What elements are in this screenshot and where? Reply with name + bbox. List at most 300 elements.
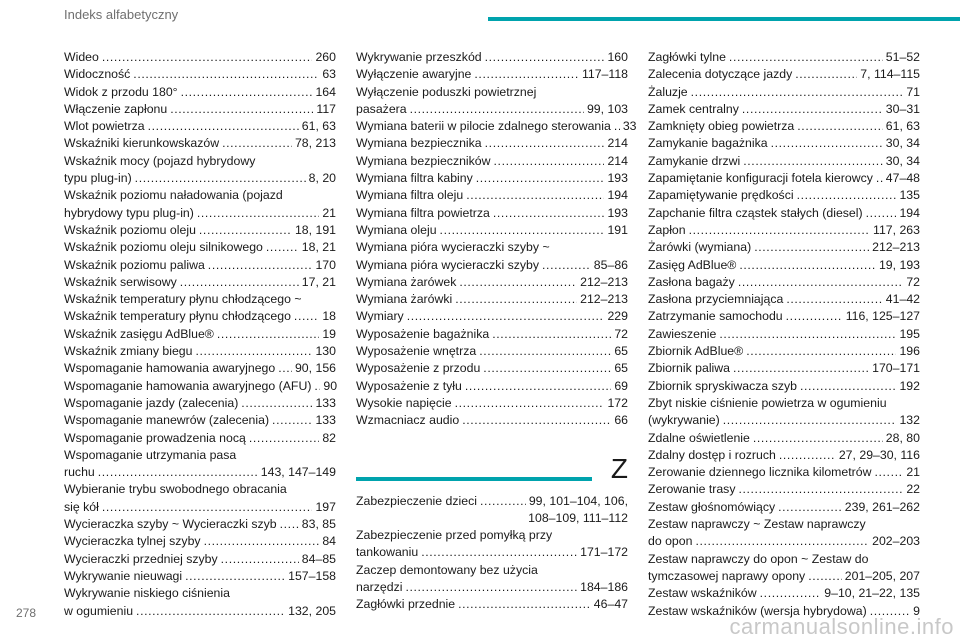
index-entry <box>648 326 920 343</box>
entry-line <box>356 308 628 325</box>
entry-pages: 72 <box>614 326 628 341</box>
index-entry <box>648 343 920 360</box>
dot-leader <box>148 118 299 135</box>
entry-pages: 193 <box>607 205 628 220</box>
dot-leader <box>440 222 605 239</box>
index-entry <box>64 533 336 550</box>
entry-pages: 239, 261–262 <box>844 499 920 514</box>
entry-line <box>648 378 920 395</box>
entry-line <box>356 544 628 561</box>
index-entry <box>356 326 628 343</box>
entry-term: Wymiana żarówki <box>356 292 453 307</box>
dot-leader <box>866 205 897 222</box>
entry-pages: 117–118 <box>581 67 628 82</box>
entry-line <box>64 205 336 222</box>
dot-leader <box>199 222 292 239</box>
entry-pages: 260 <box>315 50 336 64</box>
entry-term: Zamykanie bagażnika <box>648 136 768 151</box>
index-entry <box>356 596 628 613</box>
entry-term: Widok z przodu 180° <box>64 84 178 99</box>
entry-pages: 63 <box>322 67 336 82</box>
entry-pages: 160 <box>607 50 628 64</box>
entry-line <box>356 326 628 343</box>
index-entry <box>356 170 628 187</box>
entry-term: Widoczność <box>64 67 131 82</box>
index-entry <box>64 395 336 412</box>
dot-leader <box>485 135 605 152</box>
entry-line <box>356 291 628 308</box>
dot-leader <box>241 395 312 412</box>
entry-line <box>648 101 920 118</box>
entry-term: tankowaniu <box>356 545 419 560</box>
entry-pages: 202–203 <box>872 534 920 549</box>
entry-line <box>64 430 336 447</box>
entry-term: Wskaźniki kierunkowskazów <box>64 136 220 151</box>
entry-term: Wymiana oleju <box>356 222 437 237</box>
index-entry <box>64 326 336 343</box>
entry-term: Wspomaganie manewrów (zalecenia) <box>64 413 270 428</box>
dot-leader <box>102 499 313 516</box>
index-entry <box>64 585 336 620</box>
dot-leader <box>204 533 320 550</box>
entry-line <box>64 395 336 412</box>
entry-term: Wymiana pióra wycieraczki szyby <box>356 257 540 272</box>
dot-leader <box>753 430 883 447</box>
index-entry <box>648 257 920 274</box>
index-entry <box>64 84 336 101</box>
entry-pages: 157–158 <box>288 568 336 583</box>
entry-pages: 41–42 <box>885 292 920 307</box>
entry-pages: 172 <box>607 395 628 410</box>
entry-term: Wymiana pióra wycieraczki szyby ~ <box>356 240 550 255</box>
dot-leader <box>743 153 883 170</box>
entry-term: Zestaw głośnomówiący <box>648 499 776 514</box>
entry-term: tymczasowej naprawy opony <box>648 568 806 583</box>
entry-term: Wspomaganie jazdy (zalecenia) <box>64 395 239 410</box>
index-entry <box>356 395 628 412</box>
entry-line <box>356 360 628 377</box>
entry-pages: 143, 147–149 <box>260 465 336 480</box>
index-entry <box>356 84 628 119</box>
index-entry <box>64 412 336 429</box>
index-entry <box>64 551 336 568</box>
index-entry <box>356 360 628 377</box>
entry-term: Wyłączenie poduszki powietrznej <box>356 84 537 99</box>
entry-term: Zatrzymanie samochodu <box>648 309 783 324</box>
dot-leader <box>458 596 591 613</box>
index-entry <box>648 551 920 586</box>
entry-line <box>648 464 920 481</box>
entry-pages: 212–213 <box>580 292 628 307</box>
entry-pages: 164 <box>315 84 336 99</box>
dot-leader <box>614 118 620 135</box>
entry-term: Wybieranie trybu swobodnego obracania <box>64 482 287 497</box>
entry-line <box>64 49 336 66</box>
index-entry <box>648 222 920 239</box>
dot-leader <box>221 551 299 568</box>
entry-term: Zabezpieczenie przed pomyłką przy <box>356 528 553 543</box>
entry-pages: 21 <box>322 205 336 220</box>
dot-leader <box>222 135 292 152</box>
entry-line <box>648 430 920 447</box>
index-entry <box>648 291 920 308</box>
section-rule <box>356 477 592 481</box>
index-entry <box>64 430 336 447</box>
entry-term: Zasłona bagaży <box>648 274 735 289</box>
entry-pages: 46–47 <box>593 597 628 612</box>
entry-term: Wspomaganie prowadzenia nocą <box>64 430 246 445</box>
entry-pages: 27, 29–30, 116 <box>838 447 920 462</box>
entry-pages: 7, 114–115 <box>860 67 920 82</box>
entry-line <box>648 170 920 187</box>
entry-term: Wskaźnik poziomu oleju silnikowego <box>64 240 263 255</box>
dot-leader <box>492 326 611 343</box>
dot-leader <box>760 585 822 602</box>
entry-pages: 99, 103 <box>586 101 628 116</box>
entry-term: do opon <box>648 534 693 549</box>
entry-pages: 30, 34 <box>885 136 920 151</box>
entry-term: Zestaw wskaźników <box>648 586 757 601</box>
index-entry <box>64 516 336 533</box>
index-entry <box>356 291 628 308</box>
entry-line <box>356 579 628 596</box>
entry-term: Wspomaganie hamowania awaryjnego (AFU) <box>64 378 312 393</box>
entry-term: Zasłona przyciemniająca <box>648 292 784 307</box>
index-entry <box>356 343 628 360</box>
entry-pages: 135 <box>899 188 920 203</box>
dot-leader <box>280 516 299 533</box>
index-entry <box>356 274 628 291</box>
entry-pages: 212–213 <box>872 240 920 255</box>
section-letter: Z <box>610 452 628 484</box>
index-entry <box>64 481 336 516</box>
entry-line <box>648 360 920 377</box>
index-entry <box>356 49 628 66</box>
entry-line <box>64 499 336 516</box>
entry-line <box>648 66 920 83</box>
entry-pages: 130 <box>315 344 336 359</box>
dot-leader <box>739 257 876 274</box>
entry-pages: 51–52 <box>885 50 920 64</box>
entry-pages: 197 <box>315 499 336 514</box>
entry-line <box>64 378 336 395</box>
dot-leader <box>797 187 897 204</box>
entry-pages: 214 <box>607 153 628 168</box>
entry-pages: 192 <box>899 378 920 393</box>
index-entry <box>356 527 628 562</box>
dot-leader <box>474 66 579 83</box>
entry-line <box>648 239 920 256</box>
index-entry <box>64 118 336 135</box>
dot-leader <box>407 308 605 325</box>
entry-pages: 65 <box>614 361 628 376</box>
entry-term: Wyposażenie z tyłu <box>356 378 462 393</box>
entry-term: Zapchanie filtra cząstek stałych (diesel) <box>648 205 863 220</box>
entry-line <box>648 222 920 239</box>
entry-line <box>356 222 628 239</box>
header-accent-bar <box>488 17 960 21</box>
entry-term: Wykrywanie niskiego ciśnienia <box>64 586 230 601</box>
entry-line <box>648 412 920 429</box>
dot-leader <box>754 239 869 256</box>
index-entry <box>648 378 920 395</box>
entry-line <box>64 135 336 152</box>
entry-pages: 22 <box>906 482 920 497</box>
entry-term: Zapamiętywanie prędkości <box>648 188 794 203</box>
entry-term: Wskaźnik mocy (pojazd hybrydowy <box>64 153 256 168</box>
index-column-2 <box>356 49 637 614</box>
entry-pages: 90, 156 <box>294 361 336 376</box>
entry-pages: 28, 80 <box>885 430 920 445</box>
dot-leader <box>278 360 292 377</box>
entry-pages: 19 <box>322 326 336 341</box>
entry-term: Wskaźnik zmiany biegu <box>64 344 193 359</box>
entry-pages: 212–213 <box>580 274 628 289</box>
index-entry <box>648 360 920 377</box>
entry-pages: 90 <box>323 378 338 393</box>
entry-pages: 66 <box>614 413 628 428</box>
entry-line <box>64 257 336 274</box>
dot-leader <box>466 187 604 204</box>
entry-pages: 194 <box>899 205 920 220</box>
entry-line <box>356 343 628 360</box>
index-entry <box>648 481 920 498</box>
entry-line <box>356 596 628 613</box>
entry-pages: 21 <box>906 465 920 480</box>
entry-pages: 61, 63 <box>885 119 920 134</box>
entry-line <box>648 257 920 274</box>
dot-leader <box>421 544 577 561</box>
entry-pages: 84–85 <box>301 551 336 566</box>
entry-pages: 82 <box>322 430 336 445</box>
entry-term: Wskaźnik temperatury płynu chłodzącego <box>64 309 291 324</box>
dot-leader <box>485 49 605 66</box>
index-entry <box>648 585 920 602</box>
entry-term: typu plug-in) <box>64 171 132 186</box>
entry-line <box>64 274 336 291</box>
entry-line <box>64 118 336 135</box>
dot-leader <box>691 84 904 101</box>
index-entry <box>648 170 920 187</box>
index-entry <box>648 308 920 325</box>
entry-line <box>356 101 628 118</box>
entry-term: Wykrywanie nieuwagi <box>64 568 183 583</box>
entry-pages: 133 <box>315 395 336 410</box>
dot-leader <box>493 205 605 222</box>
index-entry <box>648 274 920 291</box>
index-entry <box>648 516 920 551</box>
entry-term: Wzmacniacz audio <box>356 413 460 428</box>
dot-leader <box>723 412 897 429</box>
entry-term: Wymiana filtra powietrza <box>356 205 490 220</box>
entry-pages: 85–86 <box>593 257 628 272</box>
index-entry <box>64 135 336 152</box>
entry-term: Zbiornik AdBlue® <box>648 344 744 359</box>
dot-leader <box>771 135 883 152</box>
index-entry <box>356 205 628 222</box>
entry-term: Wskaźnik poziomu naładowania (pojazd <box>64 188 283 203</box>
entry-pages: 9–10, 21–22, 135 <box>824 586 920 601</box>
dot-leader <box>876 170 883 187</box>
index-entry <box>648 447 920 464</box>
entry-term: Wymiana filtra kabiny <box>356 171 473 186</box>
entry-term: Zestaw naprawczy ~ Zestaw naprawczy <box>648 517 866 532</box>
entry-line <box>356 187 628 204</box>
entry-line <box>64 66 336 83</box>
entry-line <box>648 481 920 498</box>
entry-term: Wskaźnik zasięgu AdBlue® <box>64 326 214 341</box>
entry-pages: 117 <box>316 101 336 116</box>
entry-pages: 69 <box>614 378 628 393</box>
dot-leader <box>465 378 611 395</box>
dot-leader <box>314 378 320 395</box>
entry-pages: 30, 34 <box>885 153 920 168</box>
dot-leader <box>208 257 313 274</box>
index-entry <box>64 187 336 222</box>
dot-leader <box>135 170 306 187</box>
index-entry <box>648 84 920 101</box>
entry-pages: 191 <box>607 222 628 237</box>
entry-term: się kół <box>64 499 99 514</box>
entry-term: Zdalne oświetlenie <box>648 430 750 445</box>
index-entry <box>356 135 628 152</box>
entry-term: Wlot powietrza <box>64 119 145 134</box>
entry-line <box>648 118 920 135</box>
entry-term: Zasięg AdBlue® <box>648 257 737 272</box>
dot-leader <box>542 257 591 274</box>
index-entry <box>64 239 336 256</box>
dot-leader <box>808 568 842 585</box>
entry-term: Wyposażenie wnętrza <box>356 344 477 359</box>
index-entry <box>648 153 920 170</box>
entry-line <box>64 551 336 568</box>
entry-term: Wymiana bezpieczników <box>356 153 491 168</box>
dot-leader <box>738 481 903 498</box>
entry-term: Wyposażenie z przodu <box>356 361 481 376</box>
entry-pages: 171–172 <box>580 545 628 560</box>
entry-term: Zerowanie dziennego licznika kilometrów <box>648 465 872 480</box>
entry-pages: 61, 63 <box>301 119 336 134</box>
index-entry <box>64 49 336 66</box>
entry-term: Wspomaganie hamowania awaryjnego <box>64 361 276 376</box>
entry-pages: 84 <box>322 534 336 549</box>
dot-leader <box>170 101 313 118</box>
entry-pages: 19, 193 <box>878 257 920 272</box>
entry-line <box>648 84 920 101</box>
entry-pages: 99, 101–104, 106, <box>528 493 628 508</box>
index-entry <box>64 291 336 326</box>
index-entry <box>356 412 628 429</box>
entry-term: Zagłówki tylne <box>648 50 726 64</box>
dot-leader <box>738 274 903 291</box>
entry-pages: 65 <box>614 344 628 359</box>
entry-line <box>356 257 628 274</box>
entry-term: Wymiana żarówek <box>356 274 457 289</box>
entry-term: Zaczep demontowany bez użycia <box>356 562 538 577</box>
entry-pages: 116, 125–127 <box>845 309 920 324</box>
entry-term: pasażera <box>356 101 407 116</box>
entry-pages: 30–31 <box>885 101 920 116</box>
index-entry <box>648 499 920 516</box>
index-entry <box>648 239 920 256</box>
index-entry <box>356 378 628 395</box>
entry-line <box>64 533 336 550</box>
entry-line <box>64 326 336 343</box>
entry-term: w ogumieniu <box>64 603 134 618</box>
entry-term: Wykrywanie przeszkód <box>356 50 482 64</box>
entry-line <box>648 49 920 66</box>
entry-line <box>356 118 637 135</box>
dot-leader <box>689 222 870 239</box>
entry-term: Wspomaganie utrzymania pasa <box>64 447 237 462</box>
dot-leader <box>729 49 883 66</box>
index-entry <box>648 464 920 481</box>
entry-term: Wysokie napięcie <box>356 395 452 410</box>
entry-pages: 33 <box>622 119 637 134</box>
entry-line <box>64 343 336 360</box>
index-entry <box>648 66 920 83</box>
entry-line <box>356 49 628 66</box>
dot-leader <box>786 308 843 325</box>
entry-term: Żarówki (wymiana) <box>648 240 752 255</box>
dot-leader <box>266 239 299 256</box>
entry-term: Wskaźnik poziomu paliwa <box>64 257 205 272</box>
entry-line <box>64 222 336 239</box>
dot-leader <box>462 412 611 429</box>
entry-line <box>648 533 920 550</box>
index-entry <box>648 118 920 135</box>
entry-line <box>648 568 920 585</box>
entry-line <box>648 153 920 170</box>
entry-line <box>648 585 920 602</box>
entry-line <box>64 568 336 585</box>
dot-leader <box>197 205 319 222</box>
entry-term: Wyłączenie awaryjne <box>356 67 472 82</box>
entry-pages: 72 <box>906 274 920 289</box>
entry-pages: 229 <box>607 309 628 324</box>
dot-leader <box>455 291 577 308</box>
dot-leader <box>778 499 842 516</box>
header-title: Indeks alfabetyczny <box>64 7 179 22</box>
index-column-3 <box>648 49 920 620</box>
entry-line <box>64 170 336 187</box>
entry-term: Wymiana baterii w pilocie zdalnego sterowania <box>356 119 611 134</box>
index-entry <box>356 239 628 274</box>
entry-term: Wycieraczka szyby ~ Wycieraczki szyb <box>64 517 277 532</box>
entry-line <box>648 499 920 516</box>
index-column-1 <box>64 49 336 620</box>
entry-term: Zestaw wskaźników (wersja hybrydowa) <box>648 603 867 618</box>
entry-pages: 132, 205 <box>288 603 336 618</box>
index-entry <box>356 562 628 597</box>
entry-term: Zdalny dostęp i rozruch <box>648 447 776 462</box>
index-entry <box>64 66 336 83</box>
dot-leader <box>459 274 577 291</box>
dot-leader <box>746 343 896 360</box>
page-number: 278 <box>16 606 37 620</box>
entry-line <box>648 343 920 360</box>
entry-pages: 195 <box>899 326 920 341</box>
entry-line <box>356 493 628 510</box>
entry-line <box>356 378 628 395</box>
entry-pages: 78, 213 <box>294 136 336 151</box>
dot-leader <box>480 493 526 510</box>
dot-leader <box>797 118 883 135</box>
entry-term: Wymiana bezpiecznika <box>356 136 482 151</box>
entry-line <box>64 516 336 533</box>
entry-term: hybrydowy typu plug-in) <box>64 205 194 220</box>
entry-term: Wskaźnik temperatury płynu chłodzącego ~ <box>64 292 302 307</box>
